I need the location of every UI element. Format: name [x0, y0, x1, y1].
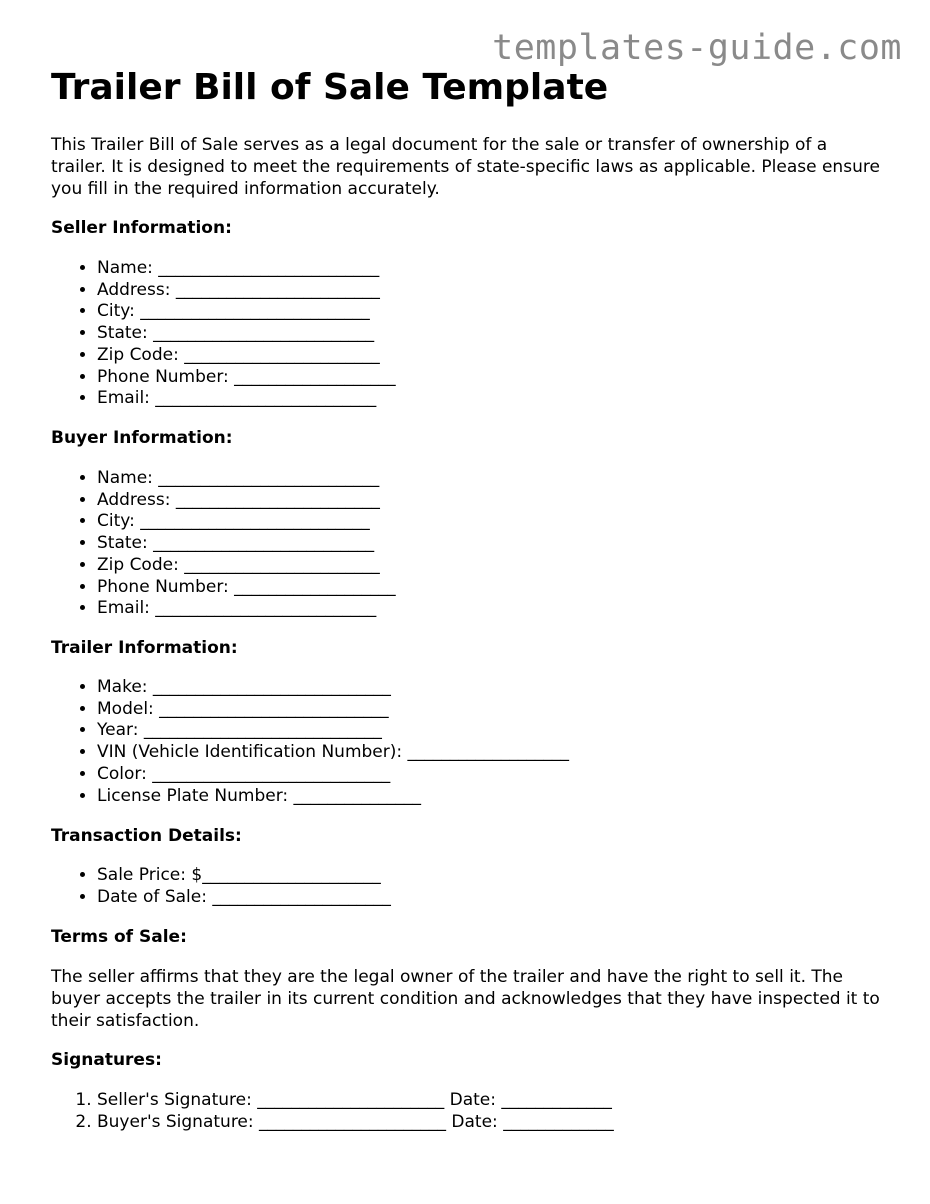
- terms-heading: Terms of Sale:: [51, 927, 187, 947]
- sale-price-field: • Sale Price: $_____________________: [97, 865, 391, 887]
- watermark-text: templates-guide.com: [492, 28, 902, 68]
- seller-name-field: • Name: __________________________: [97, 258, 396, 280]
- seller-heading: Seller Information:: [51, 218, 232, 238]
- buyer-zip-field: • Zip Code: _______________________: [97, 555, 396, 577]
- trailer-year-field: • Year: ____________________________: [97, 720, 569, 742]
- trailer-vin-field: • VIN (Vehicle Identification Number): ___________________: [97, 742, 569, 764]
- seller-phone-field: • Phone Number: ___________________: [97, 367, 396, 389]
- transaction-field-list: [51, 865, 391, 908]
- terms-paragraph: The seller affirms that they are the legal owner of the trailer and have the right to sell it. The buyer accepts the trailer in its current condition and acknowledges that they have inspected it to their satisfaction.: [51, 967, 880, 1031]
- buyer-heading: Buyer Information:: [51, 428, 233, 448]
- seller-city-field: • City: ___________________________: [97, 301, 396, 323]
- buyer-email-field: • Email: __________________________: [97, 598, 396, 620]
- seller-state-field: • State: __________________________: [97, 323, 396, 345]
- sale-date-field: • Date of Sale: _____________________: [97, 887, 391, 909]
- trailer-make-field: • Make: ____________________________: [97, 677, 569, 699]
- buyer-name-field: • Name: __________________________: [97, 468, 396, 490]
- buyer-address-field: • Address: ________________________: [97, 490, 396, 512]
- seller-field-list: [51, 258, 396, 410]
- trailer-field-list: [51, 677, 569, 807]
- buyer-state-field: • State: __________________________: [97, 533, 396, 555]
- page-title: Trailer Bill of Sale Template: [51, 67, 609, 108]
- seller-signature-line: 1. Seller's Signature: ______________________ Date: _____________: [97, 1090, 614, 1112]
- buyer-city-field: • City: ___________________________: [97, 511, 396, 533]
- signatures-list: [51, 1090, 614, 1133]
- buyer-signature-line: 2. Buyer's Signature: ______________________ Date: _____________: [97, 1112, 614, 1134]
- buyer-field-list: [51, 468, 396, 620]
- transaction-heading: Transaction Details:: [51, 826, 242, 846]
- buyer-phone-field: • Phone Number: ___________________: [97, 577, 396, 599]
- trailer-plate-field: • License Plate Number: _______________: [97, 786, 569, 808]
- signatures-heading: Signatures:: [51, 1050, 162, 1070]
- trailer-model-field: • Model: ___________________________: [97, 699, 569, 721]
- trailer-heading: Trailer Information:: [51, 638, 238, 658]
- seller-address-field: • Address: ________________________: [97, 280, 396, 302]
- trailer-color-field: • Color: ____________________________: [97, 764, 569, 786]
- intro-paragraph: This Trailer Bill of Sale serves as a legal document for the sale or transfer of ownership of a trailer. It is designed to meet the requirements of state-specific laws as applicable. Please ensure you fill in the required information accurately.: [51, 135, 880, 199]
- seller-email-field: • Email: __________________________: [97, 388, 396, 410]
- seller-zip-field: • Zip Code: _______________________: [97, 345, 396, 367]
